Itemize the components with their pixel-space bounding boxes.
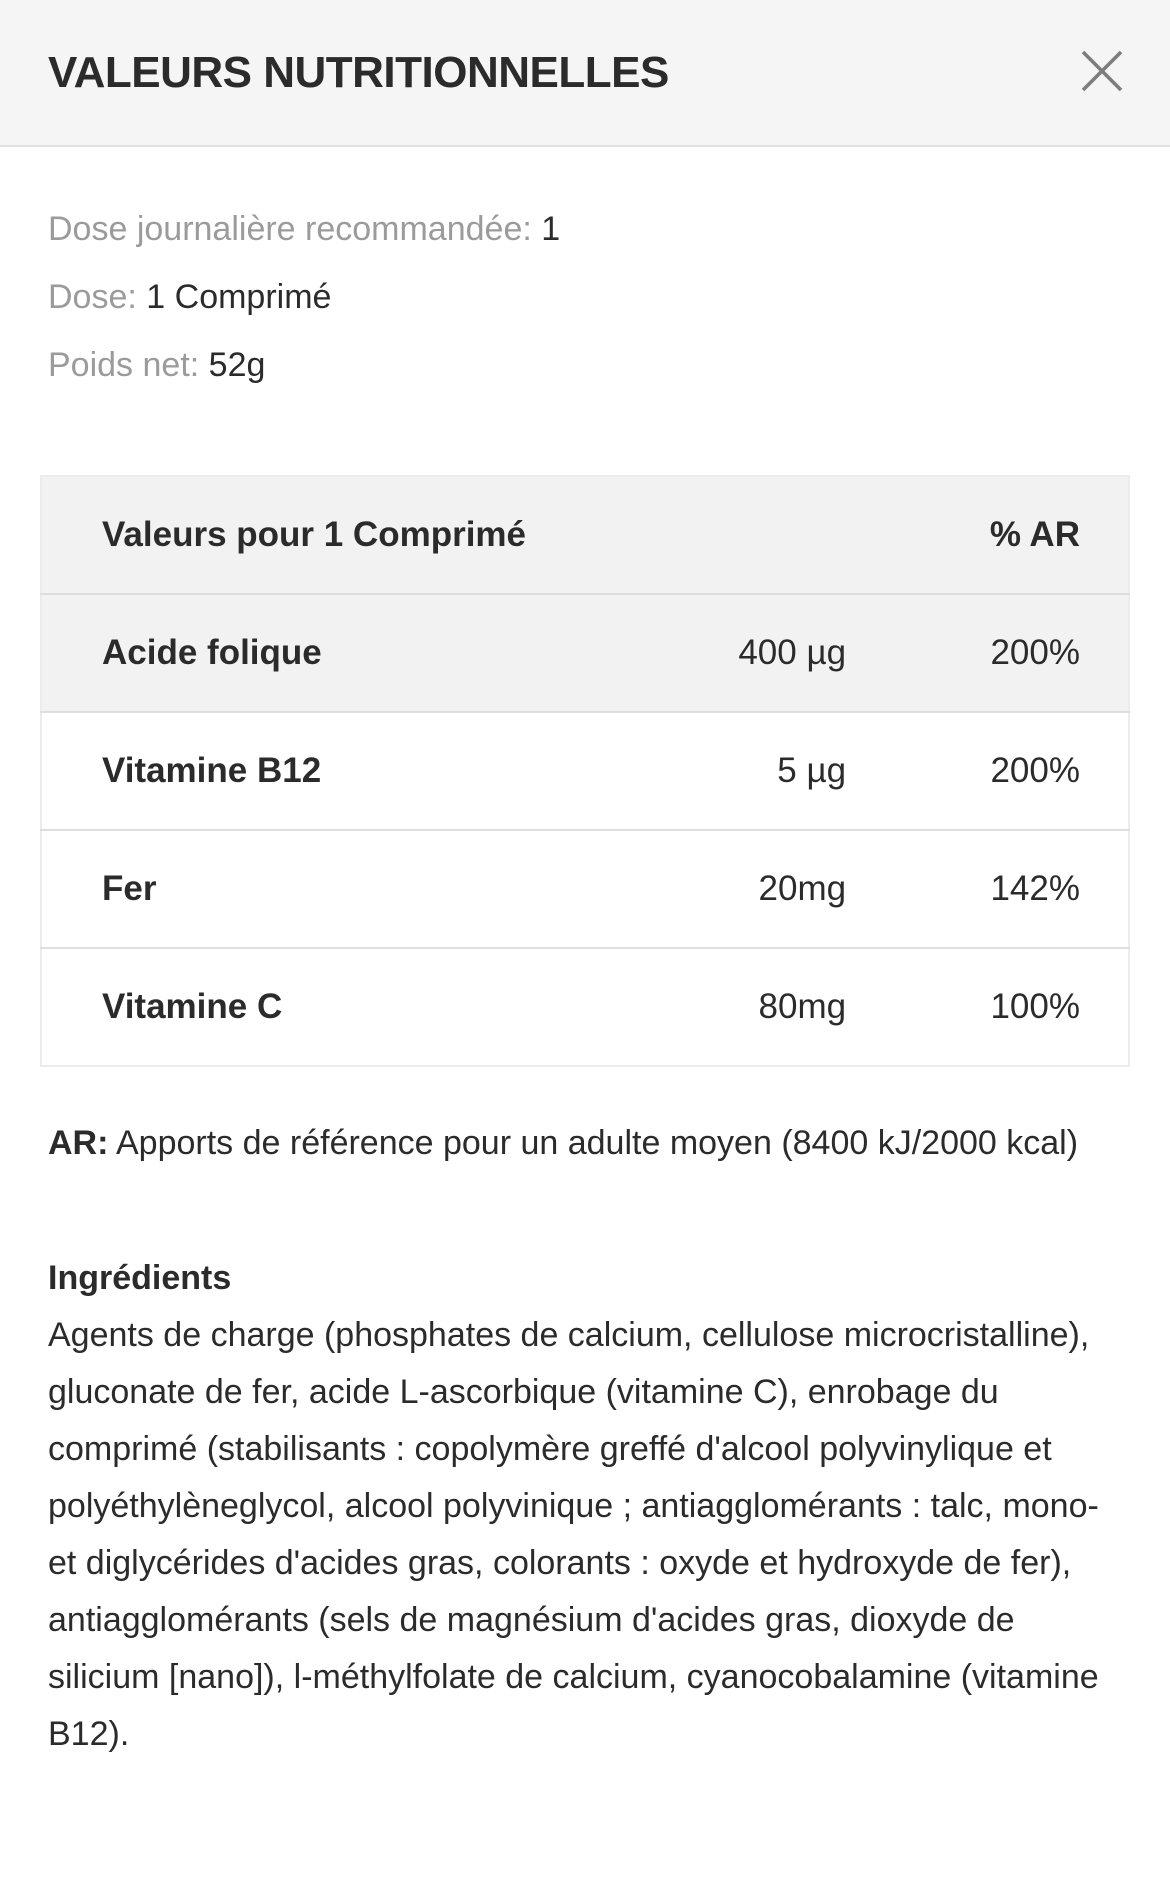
table-row xyxy=(41,948,1129,1066)
nutrient-amount: 5 µg xyxy=(777,751,847,790)
net-weight-line xyxy=(48,331,1122,399)
net-weight-label: Poids net: xyxy=(48,346,200,384)
nutrient-ar: 200% xyxy=(990,633,1080,672)
dose-value: 1 Comprimé xyxy=(146,278,332,316)
table-header-ar: % AR xyxy=(989,515,1080,554)
net-weight-value: 52g xyxy=(208,346,266,384)
ar-note-label: AR: xyxy=(48,1124,109,1162)
ar-note-text: Apports de référence pour un adulte moyen (8400 kJ/2000 kcal) xyxy=(108,1124,1079,1162)
modal-header xyxy=(0,0,1170,147)
ingredients-section xyxy=(48,1250,1122,1763)
nutrient-name: Fer xyxy=(102,869,157,908)
ar-reference-note xyxy=(48,1115,1122,1172)
dose-recommended-line xyxy=(48,195,1122,263)
dose-info-block xyxy=(48,195,1122,399)
modal-title: VALEURS NUTRITIONNELLES xyxy=(48,47,669,97)
ingredients-heading: Ingrédients xyxy=(48,1259,232,1297)
modal-body xyxy=(0,147,1170,1763)
table-row xyxy=(41,830,1129,948)
nutrition-table xyxy=(40,475,1130,1067)
dose-label: Dose: xyxy=(48,278,137,316)
nutrient-ar: 100% xyxy=(990,987,1080,1026)
nutrient-amount: 400 µg xyxy=(738,633,847,672)
table-row xyxy=(41,594,1129,712)
nutrient-name: Acide folique xyxy=(102,633,322,672)
table-header-values: Valeurs pour 1 Comprimé xyxy=(102,515,527,554)
close-icon xyxy=(1079,48,1125,97)
ingredients-text: Agents de charge (phosphates de calcium, cellulose microcristalline), gluconate de fer, acide L-ascorbique (vitamine C), enrobage du comprimé (stabilisants : copolymère greffé d'alcool polyvinylique et polyéthylèneglycol, alcool polyvinique ; antiagglomérants : talc, mono- et diglycérides d'acides gras, colorants : oxyde et hydroxyde de fer), antiagglomérants (sels de magnésium d'acides gras, dioxyde de silicium [nano]), l-méthylfolate de calcium, cyanocobalamine (vitamine B12). xyxy=(48,1316,1099,1753)
nutrient-ar: 142% xyxy=(990,869,1080,908)
nutrient-name: Vitamine C xyxy=(102,987,283,1026)
close-button[interactable] xyxy=(1072,43,1132,103)
dose-recommended-label: Dose journalière recommandée: xyxy=(48,210,532,248)
nutrition-table-header-row xyxy=(41,476,1129,594)
table-row xyxy=(41,712,1129,830)
dose-line xyxy=(48,263,1122,331)
nutrient-amount: 20mg xyxy=(758,869,847,908)
nutrient-amount: 80mg xyxy=(758,987,847,1026)
dose-recommended-value: 1 xyxy=(541,210,561,248)
nutrient-ar: 200% xyxy=(990,751,1080,790)
nutrient-name: Vitamine B12 xyxy=(102,751,322,790)
